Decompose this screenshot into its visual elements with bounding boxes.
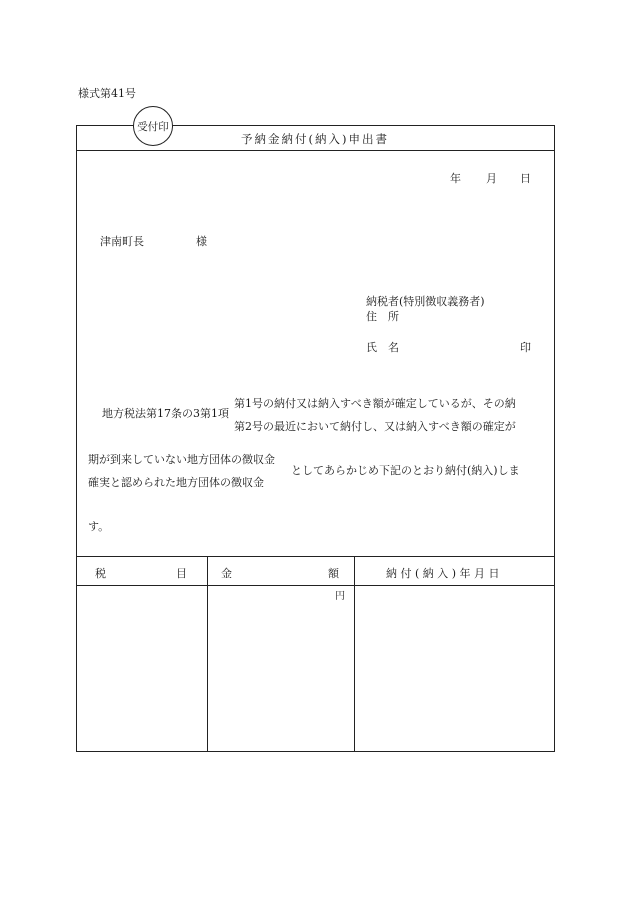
name-label: 氏 名 xyxy=(366,341,399,354)
law-reference: 地方税法第17条の3第1項 xyxy=(102,407,229,420)
option-1-line-b: 期が到来していない地方団体の徴収金 xyxy=(88,453,275,466)
body-continuation: としてあらかじめ下記のとおり納付(納入)しま xyxy=(291,464,520,477)
title-divider xyxy=(76,150,555,151)
reception-stamp-label: 受付印 xyxy=(137,121,169,133)
form-frame xyxy=(76,125,555,752)
date-month-label: 月 xyxy=(486,172,497,185)
table-header-amount-a: 金 xyxy=(221,567,232,580)
table-header-tax-item-b: 目 xyxy=(176,567,187,580)
address-label: 住 所 xyxy=(366,310,399,323)
table-col-divider-2 xyxy=(354,556,355,752)
option-2-line-a: 第2号の最近において納付し、又は納入すべき額の確定が xyxy=(234,420,516,433)
addressee-suffix: 様 xyxy=(196,235,207,248)
table-col-divider-1 xyxy=(207,556,208,752)
date-year-label: 年 xyxy=(450,172,461,185)
form-number: 様式第41号 xyxy=(78,87,136,100)
table-header-payment-date: 納 付 ( 納 入 ) 年 月 日 xyxy=(386,567,500,580)
body-ending: す。 xyxy=(88,520,110,533)
option-1-line-a: 第1号の納付又は納入すべき額が確定しているが、その納 xyxy=(234,397,516,410)
table-top-rule xyxy=(76,556,555,557)
table-header-amount-b: 額 xyxy=(328,567,339,580)
table-header-tax-item-a: 税 xyxy=(95,567,106,580)
applicant-role: 納税者(特別徴収義務者) xyxy=(366,295,485,308)
form-title: 予納金納付(納入)申出書 xyxy=(241,132,389,146)
addressee: 津南町長 xyxy=(100,235,144,248)
table-header-rule xyxy=(76,585,555,586)
option-2-line-b: 確実と認められた地方団体の徴収金 xyxy=(88,476,264,489)
date-day-label: 日 xyxy=(520,172,531,185)
reception-stamp xyxy=(133,106,173,146)
seal-mark: 印 xyxy=(520,341,531,354)
amount-unit: 円 xyxy=(335,591,345,602)
